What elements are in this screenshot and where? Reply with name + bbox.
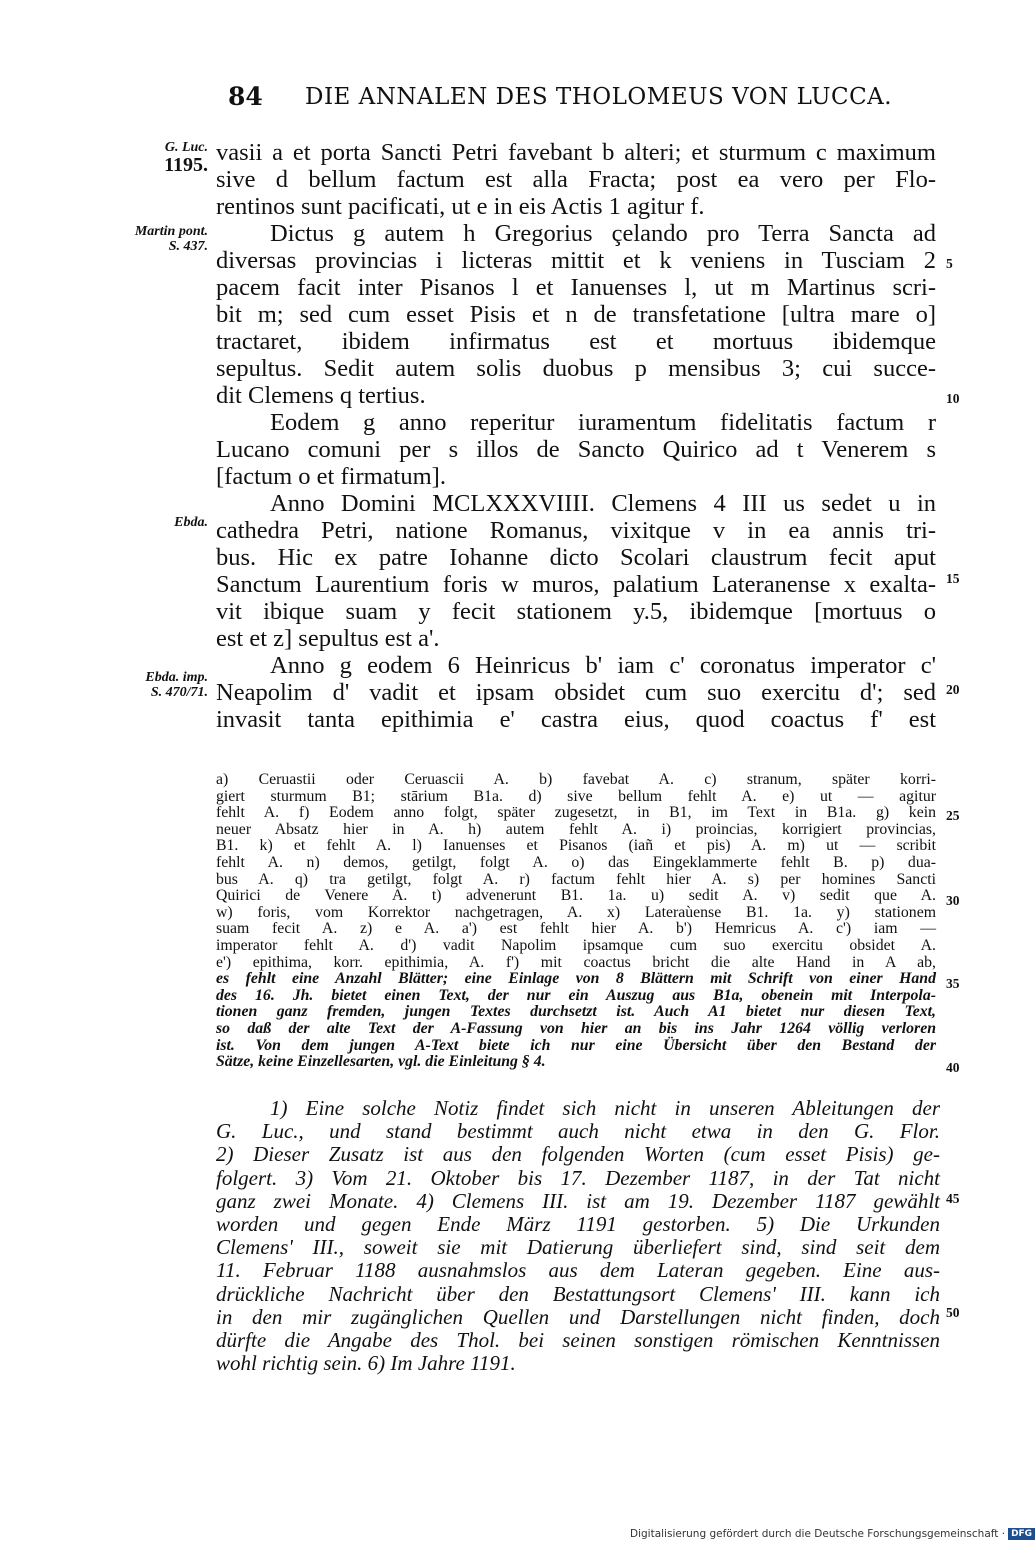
apparatus-line: fehlt A. f) Eodem anno folgt, später zugesetzt, in B1, im Text in B1a. g) kein: [216, 804, 936, 822]
apparatus-line: suam fecit A. z) e A. a') est fehlt hier A. b') Hemricus A. c') iam —: [216, 920, 936, 938]
footnote-line: dürfte die Angabe des Thol. bei seinen sonstigen römischen Kenntnissen: [216, 1327, 940, 1352]
footnote-line: 2) Dieser Zusatz ist aus den folgenden Worten (cum esset Pisis) ge-: [216, 1142, 940, 1167]
margin-note-martin: Martin pont. S. 437.: [134, 224, 208, 254]
footer-text: Digitalisierung gefördert durch die Deutsche Forschungsgemeinschaft ·: [630, 1528, 1006, 1540]
margin-note-ebda: Ebda.: [174, 515, 208, 530]
apparatus-line: ist. Von dem jungen A-Text biete ich nur eine Übersicht über den Bestand der: [216, 1036, 936, 1054]
line-number: 10: [946, 391, 960, 406]
line-number: 15: [946, 571, 960, 586]
footnote-line: wohl richtig sein. 6) Im Jahre 1191.: [216, 1351, 516, 1376]
apparatus-line: bus A. q) tra getilgt, folgt A. r) factum fehlt hier A. s) per homines Sancti: [216, 870, 936, 888]
text-line: Anno Domini MCLXXXVIIII. Clemens 4 III us sedet u in: [270, 490, 936, 517]
text-line: tractaret, ibidem infirmatus est et mortuus ibidemque: [216, 328, 936, 355]
text-line: diversas provincias i licteras mittit et k veniens in Tusciam 2: [216, 247, 936, 274]
margin-note-ebda-imp: Ebda. imp. S. 470/71.: [145, 670, 208, 700]
footnote-line: 1) Eine solche Notiz findet sich nicht in unseren Ableitungen der: [270, 1096, 940, 1120]
text-line: vit ibique suam y fecit stationem y.5, ibidemque [mortuus o: [216, 598, 936, 625]
footnote-line: 11. Februar 1188 ausnahmslos aus dem Lateran gegeben. Eine aus-: [216, 1258, 940, 1283]
text-line: pacem facit inter Pisanos l et Ianuenses l, ut m Martinus scri-: [216, 274, 936, 301]
apparatus-line: des 16. Jh. bietet einen Text, der nur ein Auszug aus B1a, obenein mit Interpola-: [216, 986, 936, 1004]
apparatus-line: imperator fehlt A. d') vadit Napolim ipsamque cum suo exercitu obsidet A.: [216, 936, 936, 954]
text-line: [factum o et firmatum].: [216, 463, 446, 490]
margin-note-gluc: G. Luc. 1195.: [80, 140, 208, 175]
line-number: 40: [946, 1060, 960, 1075]
main-text: [216, 139, 936, 733]
apparatus-line: Sätze, keine Einzellesarten, vgl. die Einleitung § 4.: [216, 1053, 546, 1071]
line-number: 25: [946, 808, 960, 823]
apparatus-line: tionen ganz fremden, jungen Textes durchsetzt ist. Auch A1 bietet nur diesen Text,: [216, 1003, 936, 1021]
apparatus-line: giert sturmum B1; stārium B1a. d) sive bellum fehlt A. e) ut — agitur: [216, 787, 936, 805]
text-line: Anno g eodem 6 Heinricus b' iam c' coronatus imperator c': [270, 652, 936, 679]
text-line: sepultus. Sedit autem solis duobus p mensibus 3; cui succe-: [216, 355, 936, 382]
line-number: 5: [946, 256, 953, 271]
apparatus-line: e') epithima, korr. epithimia, A. f') mit coactus bricht die alte Hand in A ab,: [216, 953, 936, 971]
footnote-line: worden und gegen Ende März 1191 gestorben. 5) Die Urkunden: [216, 1211, 940, 1236]
line-number: 30: [946, 893, 960, 908]
text-line: Lucano comuni per s illos de Sancto Quirico ad t Venerem s: [216, 436, 936, 463]
apparatus-line: fehlt A. n) demos, getilgt, folgt A. o) das Eingeklammerte fehlt B. p) dua-: [216, 853, 936, 871]
text-line: rentinos sunt pacificati, ut e in eis Actis 1 agitur f.: [216, 193, 705, 220]
margin-year: 1195.: [164, 154, 208, 176]
text-line: bus. Hic ex patre Iohanne dicto Scolari claustrum fecit aput: [216, 544, 936, 571]
footnote-line: drückliche Nachricht über den Bestattungsort Clemens' III. kann ich: [216, 1281, 940, 1306]
critical-apparatus: [216, 772, 936, 1071]
running-title: DIE ANNALEN DES THOLOMEUS VON LUCCA.: [305, 84, 893, 110]
apparatus-line: a) Ceruastii oder Ceruascii A. b) favebat A. c) stranum, später korri-: [216, 771, 936, 788]
footnotes: [216, 1097, 940, 1375]
line-number: 50: [946, 1305, 960, 1320]
text-line: sive d bellum factum est alla Fracta; post ea vero per Flo-: [216, 166, 936, 193]
apparatus-line: so daß der alte Text der A-Fassung von hier an bis ins Jahr 1264 völlig verloren: [216, 1019, 936, 1037]
apparatus-line: Quirici de Venere A. t) advenerunt B1. 1a. u) sedit A. v) sedit que A.: [216, 887, 936, 905]
dfg-logo: DFG: [1008, 1528, 1035, 1540]
apparatus-line: neuer Absatz hier in A. h) autem fehlt A. i) proincias, korrigiert provincias,: [216, 820, 936, 838]
line-number: 35: [946, 976, 960, 991]
footnote-line: in den mir zugänglichen Quellen und Darstellungen nicht finden, doch: [216, 1304, 940, 1329]
text-line: Eodem g anno reperitur iuramentum fidelitatis factum r: [270, 409, 936, 436]
apparatus-line: es fehlt eine Anzahl Blätter; eine Einlage von 8 Blättern mit Schrift von einer Hand: [216, 970, 936, 988]
line-number: 45: [946, 1191, 960, 1206]
text-line: vasii a et porta Sancti Petri favebant b alteri; et sturmum c maximum: [216, 139, 936, 166]
apparatus-line: B1. k) et fehlt A. l) Ianuenses et Pisanos (iañ et pis) A. m) ut — scribit: [216, 837, 936, 855]
text-line: est et z] sepultus est a'.: [216, 625, 440, 652]
apparatus-line: w) foris, vom Korrektor nachgetragen, A. x) Lateraùense B1. 1a. y) stationem: [216, 903, 936, 921]
footnote-line: G. Luc., und stand bestimmt auch nicht etwa in den G. Flor.: [216, 1119, 940, 1144]
footnote-line: Clemens' III., soweit sie mit Datierung überliefert sind, sind seit dem: [216, 1235, 940, 1260]
text-line: Neapolim d' vadit et ipsam obsidet cum suo exercitu d'; sed: [216, 679, 936, 706]
text-line: cathedra Petri, natione Romanus, vixitque v in ea annis tri-: [216, 517, 936, 544]
running-header: [0, 82, 1000, 116]
line-number: 20: [946, 682, 960, 697]
digitization-footer: [630, 1528, 1033, 1544]
footnote-line: folgert. 3) Vom 21. Oktober bis 17. Dezember 1187, in der Tat nicht: [216, 1165, 940, 1190]
text-line: Sanctum Laurentium foris w muros, palatium Lateranense x exalta-: [216, 571, 936, 598]
text-line: invasit tanta epithimia e' castra eius, quod coactus f' est: [216, 706, 936, 733]
page-number: 84: [228, 82, 263, 111]
text-line: Dictus g autem h Gregorius çelando pro Terra Sancta ad: [270, 220, 936, 247]
text-line: bit m; sed cum esset Pisis et n de transfetatione [ultra mare o]: [216, 301, 936, 328]
footnote-line: ganz zwei Monate. 4) Clemens III. ist am 19. Dezember 1187 gewählt: [216, 1188, 940, 1213]
text-line: dit Clemens q tertius.: [216, 382, 426, 409]
